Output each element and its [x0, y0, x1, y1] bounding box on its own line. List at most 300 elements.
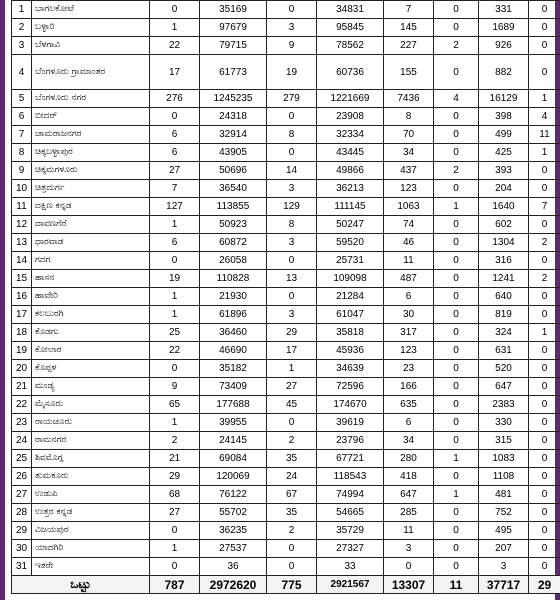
- value-cell-col6: 1: [434, 198, 479, 216]
- value-cell-col4: 118543: [317, 468, 384, 486]
- value-cell-col4: 35729: [317, 522, 384, 540]
- value-cell-col3: 0: [267, 1, 317, 19]
- value-cell-col2: 50923: [200, 216, 267, 234]
- value-cell-col3: 0: [267, 144, 317, 162]
- value-cell-col7: 752: [479, 504, 529, 522]
- district-name: ಬಾಗಲಕೋಟೆ: [32, 1, 150, 19]
- table-row: [12, 504, 560, 522]
- district-name: ಉಡುಪಿ: [32, 486, 150, 504]
- district-name: ಚಾಮರಾಜನಗರ: [32, 126, 150, 144]
- value-cell-col5: 145: [384, 19, 434, 37]
- value-cell-col3: 279: [267, 90, 317, 108]
- row-number: 22: [12, 396, 32, 414]
- table-row: [12, 234, 560, 252]
- district-name: ಗದಗ: [32, 252, 150, 270]
- district-name: ಮಂಡ್ಯ: [32, 378, 150, 396]
- row-number: 21: [12, 378, 32, 396]
- value-cell-col1: 1: [150, 216, 200, 234]
- value-cell-col7: 315: [479, 432, 529, 450]
- table-row: [12, 216, 560, 234]
- value-cell-col7: 1108: [479, 468, 529, 486]
- value-cell-col8: 0: [529, 360, 560, 378]
- value-cell-col4: 23796: [317, 432, 384, 450]
- value-cell-col2: 27537: [200, 540, 267, 558]
- total-value-col5: 13307: [384, 576, 434, 594]
- district-name: ಇತರೇ: [32, 558, 150, 576]
- value-cell-col8: 0: [529, 522, 560, 540]
- value-cell-col8: 0: [529, 414, 560, 432]
- table-row: [12, 324, 560, 342]
- value-cell-col3: 3: [267, 180, 317, 198]
- district-name: ಕೋಲಾರ: [32, 342, 150, 360]
- table-row: [12, 450, 560, 468]
- value-cell-col7: 602: [479, 216, 529, 234]
- value-cell-col5: 23: [384, 360, 434, 378]
- value-cell-col3: 0: [267, 288, 317, 306]
- value-cell-col8: 11: [529, 126, 560, 144]
- value-cell-col2: 177688: [200, 396, 267, 414]
- value-cell-col2: 50696: [200, 162, 267, 180]
- district-name: ಶಿವಮೊಗ್ಗ: [32, 450, 150, 468]
- row-number: 8: [12, 144, 32, 162]
- value-cell-col8: 1: [529, 144, 560, 162]
- value-cell-col6: 0: [434, 324, 479, 342]
- value-cell-col1: 19: [150, 270, 200, 288]
- value-cell-col5: 46: [384, 234, 434, 252]
- value-cell-col2: 73409: [200, 378, 267, 396]
- value-cell-col3: 8: [267, 216, 317, 234]
- value-cell-col7: 481: [479, 486, 529, 504]
- value-cell-col2: 26058: [200, 252, 267, 270]
- total-value-col1: 787: [150, 576, 200, 594]
- value-cell-col4: 74994: [317, 486, 384, 504]
- table-row: [12, 19, 560, 37]
- value-cell-col5: 30: [384, 306, 434, 324]
- value-cell-col7: 640: [479, 288, 529, 306]
- value-cell-col8: 0: [529, 37, 560, 55]
- row-number: 9: [12, 162, 32, 180]
- value-cell-col5: 7436: [384, 90, 434, 108]
- value-cell-col4: 43445: [317, 144, 384, 162]
- table-row: [12, 55, 560, 90]
- value-cell-col4: 34639: [317, 360, 384, 378]
- value-cell-col7: 1689: [479, 19, 529, 37]
- value-cell-col6: 0: [434, 396, 479, 414]
- district-name: ದಾವಣಗೆರೆ: [32, 216, 150, 234]
- value-cell-col3: 0: [267, 558, 317, 576]
- value-cell-col2: 36: [200, 558, 267, 576]
- district-name: ಯಾದಗಿರಿ: [32, 540, 150, 558]
- total-value-col4: 2921567: [317, 576, 384, 594]
- value-cell-col7: 324: [479, 324, 529, 342]
- table-row: [12, 270, 560, 288]
- district-name: ಬೀದರ್: [32, 108, 150, 126]
- value-cell-col8: 0: [529, 468, 560, 486]
- value-cell-col6: 0: [434, 558, 479, 576]
- value-cell-col8: 0: [529, 216, 560, 234]
- value-cell-col4: 33: [317, 558, 384, 576]
- row-number: 6: [12, 108, 32, 126]
- value-cell-col3: 17: [267, 342, 317, 360]
- value-cell-col3: 13: [267, 270, 317, 288]
- district-name: ಮೈಸೂರು: [32, 396, 150, 414]
- value-cell-col2: 32914: [200, 126, 267, 144]
- value-cell-col1: 29: [150, 468, 200, 486]
- value-cell-col3: 27: [267, 378, 317, 396]
- district-name: ಬೆಂಗಳೂರು ನಗರ: [32, 90, 150, 108]
- table-row: [12, 396, 560, 414]
- value-cell-col7: 1241: [479, 270, 529, 288]
- district-name: ಬೆಂಗಳೂರು ಗ್ರಾಮಾಂತರ: [32, 55, 150, 90]
- value-cell-col7: 631: [479, 342, 529, 360]
- value-cell-col6: 0: [434, 504, 479, 522]
- value-cell-col1: 2: [150, 432, 200, 450]
- value-cell-col7: 3: [479, 558, 529, 576]
- district-name: ಚಿಕ್ಕಬಳ್ಳಾಪುರ: [32, 144, 150, 162]
- row-number: 31: [12, 558, 32, 576]
- value-cell-col1: 0: [150, 1, 200, 19]
- total-value-col6: 11: [434, 576, 479, 594]
- value-cell-col7: 520: [479, 360, 529, 378]
- value-cell-col7: 207: [479, 540, 529, 558]
- value-cell-col7: 330: [479, 414, 529, 432]
- value-cell-col8: 0: [529, 450, 560, 468]
- value-cell-col6: 0: [434, 288, 479, 306]
- total-value-col7: 37717: [479, 576, 529, 594]
- table-body: [12, 1, 560, 594]
- value-cell-col8: 0: [529, 288, 560, 306]
- district-name: ಬೆಳಗಾವಿ: [32, 37, 150, 55]
- table-row: [12, 288, 560, 306]
- value-cell-col5: 487: [384, 270, 434, 288]
- value-cell-col4: 109098: [317, 270, 384, 288]
- value-cell-col4: 34831: [317, 1, 384, 19]
- value-cell-col8: 0: [529, 162, 560, 180]
- value-cell-col2: 79715: [200, 37, 267, 55]
- value-cell-col2: 43905: [200, 144, 267, 162]
- table-row: [12, 432, 560, 450]
- value-cell-col4: 54665: [317, 504, 384, 522]
- district-name: ಕಲಬುರಗಿ: [32, 306, 150, 324]
- value-cell-col3: 3: [267, 306, 317, 324]
- value-cell-col2: 21930: [200, 288, 267, 306]
- value-cell-col3: 9: [267, 37, 317, 55]
- value-cell-col2: 46690: [200, 342, 267, 360]
- value-cell-col7: 926: [479, 37, 529, 55]
- row-number: 15: [12, 270, 32, 288]
- value-cell-col7: 204: [479, 180, 529, 198]
- table-row: [12, 486, 560, 504]
- value-cell-col4: 72596: [317, 378, 384, 396]
- value-cell-col7: 1640: [479, 198, 529, 216]
- value-cell-col7: 1083: [479, 450, 529, 468]
- table-row: [12, 108, 560, 126]
- value-cell-col5: 285: [384, 504, 434, 522]
- district-name: ಬಳ್ಳಾರಿ: [32, 19, 150, 37]
- value-cell-col3: 8: [267, 126, 317, 144]
- value-cell-col6: 0: [434, 19, 479, 37]
- value-cell-col8: 0: [529, 396, 560, 414]
- value-cell-col8: 1: [529, 90, 560, 108]
- value-cell-col6: 0: [434, 414, 479, 432]
- row-number: 5: [12, 90, 32, 108]
- table-row: [12, 198, 560, 216]
- value-cell-col6: 0: [434, 144, 479, 162]
- row-number: 2: [12, 19, 32, 37]
- value-cell-col5: 11: [384, 522, 434, 540]
- value-cell-col4: 27327: [317, 540, 384, 558]
- table-row: [12, 90, 560, 108]
- value-cell-col7: 331: [479, 1, 529, 19]
- district-name: ಚಿಕ್ಕಮಗಳೂರು: [32, 162, 150, 180]
- district-data-table: [11, 0, 560, 594]
- value-cell-col4: 36213: [317, 180, 384, 198]
- total-value-col3: 775: [267, 576, 317, 594]
- value-cell-col1: 127: [150, 198, 200, 216]
- district-name: ವಿಜಯಪುರ: [32, 522, 150, 540]
- value-cell-col3: 0: [267, 414, 317, 432]
- value-cell-col6: 0: [434, 216, 479, 234]
- value-cell-col7: 316: [479, 252, 529, 270]
- value-cell-col8: 0: [529, 55, 560, 90]
- value-cell-col6: 0: [434, 234, 479, 252]
- value-cell-col1: 7: [150, 180, 200, 198]
- value-cell-col4: 67721: [317, 450, 384, 468]
- value-cell-col3: 24: [267, 468, 317, 486]
- value-cell-col8: 0: [529, 252, 560, 270]
- value-cell-col7: 1304: [479, 234, 529, 252]
- value-cell-col2: 1245235: [200, 90, 267, 108]
- row-number: 13: [12, 234, 32, 252]
- row-number: 16: [12, 288, 32, 306]
- value-cell-col8: 0: [529, 540, 560, 558]
- value-cell-col8: 0: [529, 504, 560, 522]
- value-cell-col8: 2: [529, 270, 560, 288]
- value-cell-col3: 2: [267, 522, 317, 540]
- value-cell-col7: 882: [479, 55, 529, 90]
- row-number: 12: [12, 216, 32, 234]
- row-number: 1: [12, 1, 32, 19]
- table-row: [12, 126, 560, 144]
- value-cell-col7: 398: [479, 108, 529, 126]
- value-cell-col4: 23908: [317, 108, 384, 126]
- value-cell-col4: 49866: [317, 162, 384, 180]
- value-cell-col1: 65: [150, 396, 200, 414]
- value-cell-col5: 123: [384, 342, 434, 360]
- value-cell-col3: 45: [267, 396, 317, 414]
- value-cell-col4: 111145: [317, 198, 384, 216]
- row-number: 29: [12, 522, 32, 540]
- value-cell-col6: 0: [434, 252, 479, 270]
- value-cell-col5: 280: [384, 450, 434, 468]
- value-cell-col1: 6: [150, 234, 200, 252]
- value-cell-col7: 425: [479, 144, 529, 162]
- table-row: [12, 162, 560, 180]
- row-number: 27: [12, 486, 32, 504]
- value-cell-col5: 8: [384, 108, 434, 126]
- value-cell-col5: 7: [384, 1, 434, 19]
- value-cell-col4: 78562: [317, 37, 384, 55]
- value-cell-col1: 27: [150, 504, 200, 522]
- value-cell-col8: 0: [529, 19, 560, 37]
- value-cell-col5: 3: [384, 540, 434, 558]
- value-cell-col3: 35: [267, 450, 317, 468]
- row-number: 10: [12, 180, 32, 198]
- table-row: [12, 558, 560, 576]
- value-cell-col8: 0: [529, 180, 560, 198]
- row-number: 20: [12, 360, 32, 378]
- value-cell-col1: 17: [150, 55, 200, 90]
- row-number: 11: [12, 198, 32, 216]
- row-number: 30: [12, 540, 32, 558]
- row-number: 17: [12, 306, 32, 324]
- value-cell-col5: 635: [384, 396, 434, 414]
- value-cell-col6: 4: [434, 90, 479, 108]
- value-cell-col1: 0: [150, 252, 200, 270]
- value-cell-col3: 1: [267, 360, 317, 378]
- value-cell-col8: 0: [529, 342, 560, 360]
- row-number: 24: [12, 432, 32, 450]
- value-cell-col3: 35: [267, 504, 317, 522]
- table-row: [12, 540, 560, 558]
- value-cell-col5: 317: [384, 324, 434, 342]
- value-cell-col4: 39619: [317, 414, 384, 432]
- value-cell-col6: 0: [434, 522, 479, 540]
- row-number: 19: [12, 342, 32, 360]
- value-cell-col5: 74: [384, 216, 434, 234]
- value-cell-col3: 129: [267, 198, 317, 216]
- value-cell-col2: 60872: [200, 234, 267, 252]
- value-cell-col8: 7: [529, 198, 560, 216]
- value-cell-col4: 59520: [317, 234, 384, 252]
- value-cell-col6: 0: [434, 540, 479, 558]
- value-cell-col6: 0: [434, 1, 479, 19]
- value-cell-col7: 495: [479, 522, 529, 540]
- value-cell-col3: 3: [267, 234, 317, 252]
- value-cell-col6: 0: [434, 378, 479, 396]
- value-cell-col3: 0: [267, 108, 317, 126]
- value-cell-col1: 276: [150, 90, 200, 108]
- value-cell-col1: 21: [150, 450, 200, 468]
- value-cell-col8: 2: [529, 234, 560, 252]
- row-number: 28: [12, 504, 32, 522]
- value-cell-col8: 4: [529, 108, 560, 126]
- value-cell-col5: 6: [384, 288, 434, 306]
- value-cell-col7: 647: [479, 378, 529, 396]
- value-cell-col5: 70: [384, 126, 434, 144]
- value-cell-col2: 24145: [200, 432, 267, 450]
- value-cell-col4: 21284: [317, 288, 384, 306]
- value-cell-col1: 25: [150, 324, 200, 342]
- value-cell-col5: 227: [384, 37, 434, 55]
- value-cell-col2: 69084: [200, 450, 267, 468]
- value-cell-col2: 24318: [200, 108, 267, 126]
- value-cell-col2: 36540: [200, 180, 267, 198]
- table-row: [12, 360, 560, 378]
- value-cell-col6: 1: [434, 486, 479, 504]
- value-cell-col2: 110828: [200, 270, 267, 288]
- table-row: [12, 180, 560, 198]
- value-cell-col6: 0: [434, 360, 479, 378]
- value-cell-col4: 61047: [317, 306, 384, 324]
- value-cell-col8: 0: [529, 486, 560, 504]
- value-cell-col6: 2: [434, 37, 479, 55]
- value-cell-col1: 27: [150, 162, 200, 180]
- value-cell-col3: 67: [267, 486, 317, 504]
- value-cell-col8: 0: [529, 306, 560, 324]
- table-row: [12, 37, 560, 55]
- value-cell-col6: 1: [434, 450, 479, 468]
- value-cell-col5: 155: [384, 55, 434, 90]
- value-cell-col5: 166: [384, 378, 434, 396]
- value-cell-col1: 1: [150, 414, 200, 432]
- district-name: ತುಮಕೂರು: [32, 468, 150, 486]
- value-cell-col8: 0: [529, 378, 560, 396]
- district-name: ಉತ್ತರ ಕನ್ನಡ: [32, 504, 150, 522]
- value-cell-col2: 113855: [200, 198, 267, 216]
- value-cell-col6: 0: [434, 180, 479, 198]
- value-cell-col4: 25731: [317, 252, 384, 270]
- value-cell-col2: 36235: [200, 522, 267, 540]
- value-cell-col1: 0: [150, 558, 200, 576]
- value-cell-col2: 35169: [200, 1, 267, 19]
- value-cell-col8: 1: [529, 324, 560, 342]
- total-label: ಒಟ್ಟು: [12, 576, 150, 594]
- value-cell-col3: 0: [267, 252, 317, 270]
- value-cell-col5: 647: [384, 486, 434, 504]
- value-cell-col6: 0: [434, 306, 479, 324]
- value-cell-col2: 36460: [200, 324, 267, 342]
- value-cell-col1: 68: [150, 486, 200, 504]
- table-row: [12, 378, 560, 396]
- value-cell-col4: 60736: [317, 55, 384, 90]
- value-cell-col1: 0: [150, 360, 200, 378]
- table-row: [12, 144, 560, 162]
- total-value-col8: 29: [529, 576, 560, 594]
- value-cell-col6: 0: [434, 468, 479, 486]
- value-cell-col1: 1: [150, 540, 200, 558]
- district-name: ದಕ್ಷಿಣ ಕನ್ನಡ: [32, 198, 150, 216]
- value-cell-col3: 14: [267, 162, 317, 180]
- value-cell-col2: 97679: [200, 19, 267, 37]
- district-name: ರಾಯಚೂರು: [32, 414, 150, 432]
- value-cell-col7: 499: [479, 126, 529, 144]
- value-cell-col4: 35818: [317, 324, 384, 342]
- value-cell-col2: 61896: [200, 306, 267, 324]
- row-number: 26: [12, 468, 32, 486]
- table-row: [12, 252, 560, 270]
- value-cell-col2: 35182: [200, 360, 267, 378]
- value-cell-col1: 22: [150, 342, 200, 360]
- value-cell-col7: 393: [479, 162, 529, 180]
- row-number: 14: [12, 252, 32, 270]
- value-cell-col3: 3: [267, 19, 317, 37]
- value-cell-col5: 437: [384, 162, 434, 180]
- value-cell-col4: 32334: [317, 126, 384, 144]
- table-row: [12, 468, 560, 486]
- table-row: [12, 414, 560, 432]
- district-name: ಹಾವೇರಿ: [32, 288, 150, 306]
- value-cell-col4: 174670: [317, 396, 384, 414]
- value-cell-col1: 1: [150, 306, 200, 324]
- total-row: [12, 576, 560, 594]
- district-name: ಕೊಪ್ಪಳ: [32, 360, 150, 378]
- total-value-col2: 2972620: [200, 576, 267, 594]
- value-cell-col6: 0: [434, 108, 479, 126]
- value-cell-col1: 22: [150, 37, 200, 55]
- value-cell-col8: 0: [529, 558, 560, 576]
- value-cell-col1: 0: [150, 108, 200, 126]
